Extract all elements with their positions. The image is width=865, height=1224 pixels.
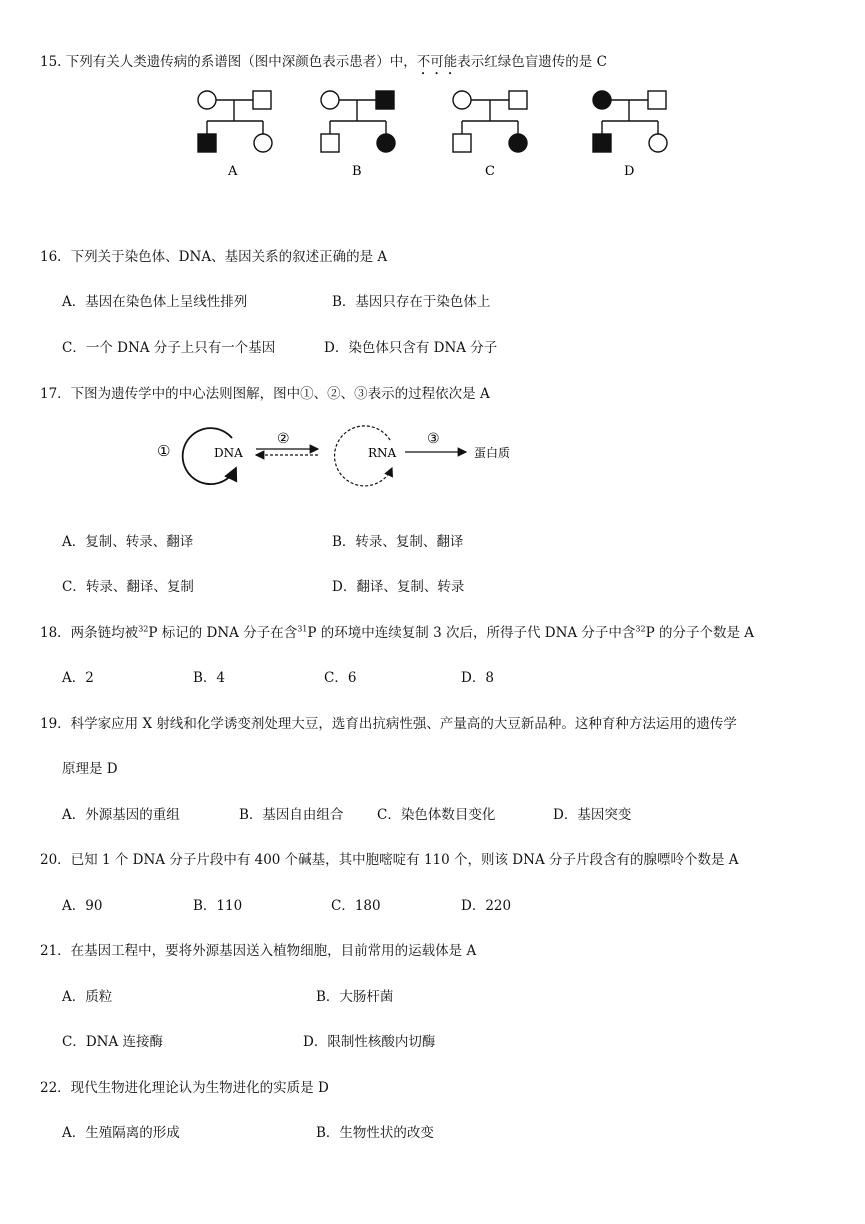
pedigree-a-father — [253, 91, 271, 109]
q20-option-c: C．180 — [331, 898, 381, 914]
q18-stem: 18．两条链均被$^{32}$P 标记的 DNA 分子在含$^{31}$P 的环境中连续复制 3 次后，所得子代 DNA 分子中含$^{32}$P 的分子个数是 A — [40, 624, 755, 641]
pedigree-c-son — [453, 134, 471, 152]
dogma-label-3: ③ — [427, 431, 440, 447]
q17-option-d: D．翻译、复制、转录 — [332, 579, 465, 595]
pedigree-d-daughter — [649, 134, 667, 152]
q19-stem-line2: 原理是 D — [62, 761, 118, 777]
q17-option-a: A．复制、转录、翻译 — [62, 534, 194, 550]
q22-stem: 22．现代生物进化理论认为生物进化的实质是 D — [40, 1080, 329, 1096]
pedigree-c — [453, 91, 527, 152]
q19-option-a: A．外源基因的重组 — [62, 807, 180, 823]
pedigree-d-father — [648, 91, 666, 109]
q20-stem: 20．已知 1 个 DNA 分子片段中有 400 个碱基，其中胞嘧啶有 110 个，则该 DNA 分子片段含有的腺嘌呤个数是 A — [40, 852, 739, 868]
q22-option-a: A．生殖隔离的形成 — [62, 1125, 180, 1141]
pedigree-a-mother — [198, 91, 216, 109]
q18-option-b: B．4 — [193, 670, 226, 686]
q20-option-b: B．110 — [193, 898, 243, 914]
pedigree-b — [321, 91, 395, 152]
pedigree-c-daughter — [509, 134, 527, 152]
pedigree-label-b: B — [352, 164, 362, 179]
q17-option-c: C．转录、翻译、复制 — [62, 579, 194, 595]
pedigree-a — [198, 91, 272, 152]
q21-stem: 21．在基因工程中，要将外源基因送入植物细胞，目前常用的运载体是 A — [40, 943, 477, 959]
q19-option-d: D．基因突变 — [553, 807, 632, 823]
pedigree-b-father — [376, 91, 394, 109]
q19-option-c: C．染色体数目变化 — [377, 807, 496, 823]
q19-option-b: B．基因自由组合 — [239, 807, 344, 823]
central-dogma-diagram — [0, 414, 865, 494]
pedigree-label-d: D — [624, 164, 635, 179]
q16-option-a: A．基因在染色体上呈线性排列 — [62, 294, 248, 310]
q18-option-a: A．2 — [62, 670, 94, 686]
pedigree-label-a: A — [228, 164, 238, 179]
pedigree-b-daughter — [377, 134, 395, 152]
pedigree-figure — [0, 80, 865, 220]
q20-option-d: D．220 — [461, 898, 512, 914]
q22-option-b: B．生物性状的改变 — [316, 1125, 434, 1141]
q18-option-d: D．8 — [461, 670, 494, 686]
pedigree-b-son — [321, 134, 339, 152]
dogma-dna: DNA — [214, 446, 243, 460]
q20-option-a: A．90 — [62, 898, 103, 914]
q15-stem: 15. 下列有关人类遗传病的系谱图（图中深颜色表示患者）中，不可能表示红绿色盲遗传的是 C — [40, 54, 607, 70]
q21-option-d: D．限制性核酸内切酶 — [303, 1034, 436, 1050]
q16-option-c: C．一个 DNA 分子上只有一个基因 — [62, 340, 276, 356]
q21-option-a: A．质粒 — [62, 989, 113, 1005]
dogma-rna: RNA — [368, 446, 397, 460]
q18-option-c: C．6 — [324, 670, 357, 686]
dogma-protein: 蛋白质 — [474, 446, 511, 460]
pedigree-b-mother — [321, 91, 339, 109]
q17-option-b: B．转录、复制、翻译 — [332, 534, 464, 550]
q16-option-d: D．染色体只含有 DNA 分子 — [324, 340, 498, 356]
pedigree-label-c: C — [485, 164, 495, 179]
pedigree-a-daughter — [254, 134, 272, 152]
pedigree-a-son — [198, 134, 216, 152]
pedigree-d-son — [593, 134, 611, 152]
pedigree-c-father — [509, 91, 527, 109]
pedigree-d — [593, 91, 667, 152]
pedigree-d-mother — [593, 91, 611, 109]
dogma-label-1: ① — [157, 442, 171, 460]
pedigree-c-mother — [453, 91, 471, 109]
q21-option-c: C．DNA 连接酶 — [62, 1034, 164, 1050]
q19-stem-line1: 19．科学家应用 X 射线和化学诱变剂处理大豆，选育出抗病性强、产量高的大豆新品种。这种育种方法运用的遗传学 — [40, 716, 737, 732]
q21-option-b: B．大肠杆菌 — [316, 989, 394, 1005]
q16-option-b: B．基因只存在于染色体上 — [332, 294, 491, 310]
q16-stem: 16．下列关于染色体、DNA、基因关系的叙述正确的是 A — [40, 249, 388, 265]
dogma-label-2: ② — [277, 431, 290, 447]
q17-stem: 17．下图为遗传学中的中心法则图解，图中①、②、③表示的过程依次是 A — [40, 386, 490, 402]
